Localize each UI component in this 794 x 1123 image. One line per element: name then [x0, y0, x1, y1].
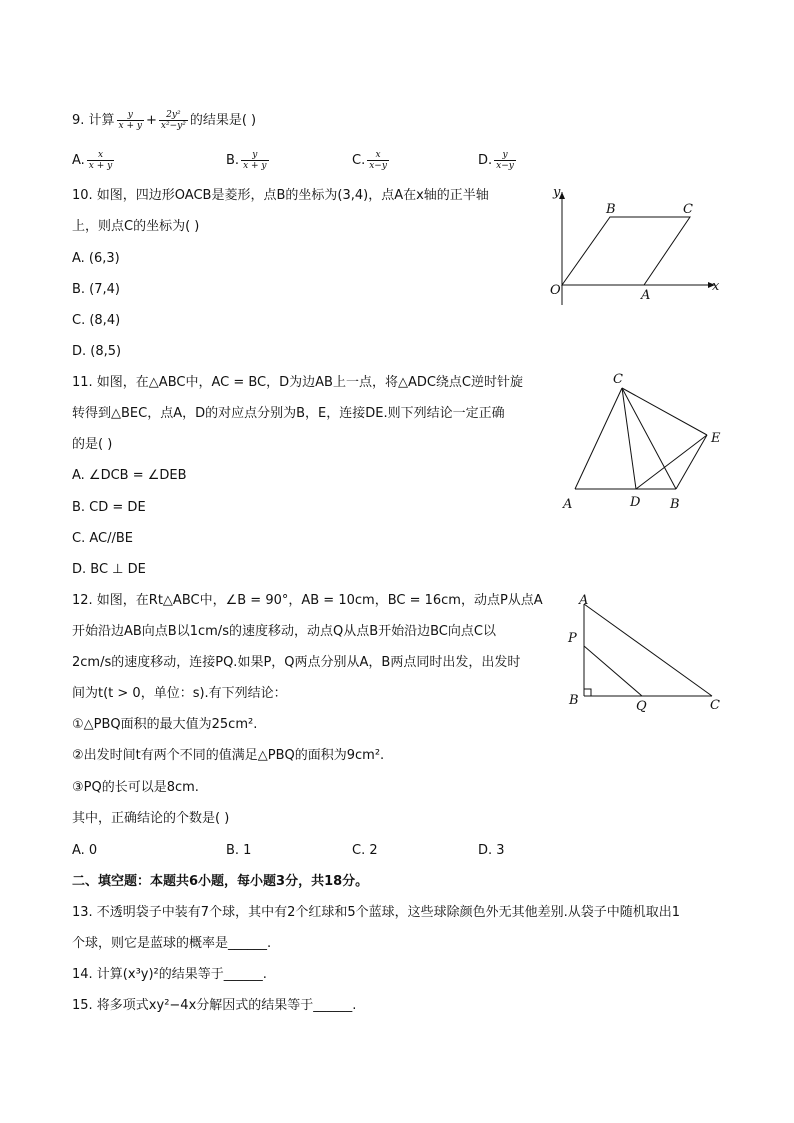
q9-frac1: $\frac{y}{x + y}$	[118, 110, 142, 131]
q13-line2: 个球，则它是蓝球的概率是______.	[72, 936, 272, 951]
q12-line1: 12. 如图，在Rt△ABC中，∠B = 90°，AB = 10cm，BC = 16cm，动点P从点A	[72, 593, 543, 608]
label-b: B	[670, 497, 680, 512]
q12-conclusion-2: ②出发时间t有两个不同的值满足△PBQ的面积为9cm².	[72, 748, 385, 763]
label-p: P	[568, 631, 577, 646]
section-2-heading: 二、填空题：本题共6小题，每小题3分，共18分。	[72, 874, 369, 889]
q9-prefix: 9. 计算	[72, 113, 115, 128]
label-a: A	[641, 288, 651, 303]
q9-option-c[interactable]: C. $\frac{x}{x-y}$	[352, 150, 387, 171]
q10-line1: 10. 如图，四边形OACB是菱形，点B的坐标为(3,4)，点A在x轴的正半轴	[72, 188, 489, 203]
label-x: x	[712, 279, 720, 294]
label-a: A	[579, 593, 589, 608]
q9-stem: 9. 计算 $\frac{y}{x + y}$ + $\frac{\text{2y²}}{\text{x²−y²}}$ 的结果是( )	[72, 110, 257, 131]
q11-option-c[interactable]: C. AC//BE	[72, 531, 133, 546]
q12-line4: 间为t(t > 0，单位：s).有下列结论：	[72, 686, 287, 701]
label-a: A	[563, 497, 573, 512]
q11-option-d[interactable]: D. BC ⊥ DE	[72, 562, 146, 577]
q11-option-b[interactable]: B. CD = DE	[72, 500, 146, 515]
q14: 14. 计算(x³y)²的结果等于______.	[72, 967, 267, 982]
q11-line1: 11. 如图，在△ABC中，AC = BC，D为边AB上一点，将△ADC绕点C逆时针旋	[72, 375, 524, 390]
rhombus-oacb	[562, 217, 690, 285]
label-e: E	[711, 431, 721, 446]
q9-option-b[interactable]: B. $\frac{y}{x + y}$	[226, 150, 267, 171]
q10-option-d[interactable]: D. (8,5)	[72, 344, 122, 359]
q12-line2: 开始沿边AB向点B以1cm/s的速度移动，动点Q从点B开始沿边BC向点C以	[72, 624, 496, 639]
segment-pq	[584, 646, 642, 696]
q12-line3: 2cm/s的速度移动，连接PQ.如果P，Q两点分别从A，B两点同时出发，出发时	[72, 655, 521, 670]
segment-ac	[584, 604, 712, 696]
q9-frac2: $\frac{\text{2y²}}{\text{x²−y²}}$	[160, 110, 186, 131]
right-angle-mark	[584, 689, 591, 696]
q12-conclusion-1: ①△PBQ面积的最大值为25cm².	[72, 717, 258, 732]
label-y: y	[553, 185, 561, 200]
q12-conclusion-3: ③PQ的长可以是8cm.	[72, 780, 199, 795]
q11-line3: 的是( )	[72, 437, 113, 452]
q12-option-c[interactable]: C. 2	[352, 843, 378, 858]
q10-figure	[540, 180, 730, 310]
q9-option-a[interactable]: A. $\frac{x}{x + y}$	[72, 150, 113, 171]
segment-ac	[575, 388, 622, 489]
q12-option-a[interactable]: A. 0	[72, 843, 98, 858]
label-d: D	[630, 495, 641, 510]
segment-cd	[622, 388, 636, 489]
q12-option-d[interactable]: D. 3	[478, 843, 505, 858]
q11-figure	[555, 368, 730, 516]
label-c: C	[710, 698, 720, 713]
q10-option-a[interactable]: A. (6,3)	[72, 251, 120, 266]
label-c: C	[613, 372, 623, 387]
q10-option-b[interactable]: B. (7,4)	[72, 282, 121, 297]
label-b: B	[606, 202, 616, 217]
q9-option-d[interactable]: D. $\frac{y}{x-y}$	[478, 150, 514, 171]
q15: 15. 将多项式xy²−4x分解因式的结果等于______.	[72, 998, 357, 1013]
label-q: Q	[636, 699, 647, 714]
q13-line1: 13. 不透明袋子中装有7个球，其中有2个红球和5个蓝球，这些球除颜色外无其他差别.从袋子中随机取出1	[72, 905, 681, 920]
label-b: B	[569, 693, 579, 708]
q11-line2: 转得到△BEC，点A，D的对应点分别为B，E，连接DE.则下列结论一定正确	[72, 406, 505, 421]
q12-option-b[interactable]: B. 1	[226, 843, 252, 858]
segment-be	[676, 435, 707, 489]
q12-ask: 其中，正确结论的个数是( )	[72, 811, 230, 826]
q10-option-c[interactable]: C. (8,4)	[72, 313, 121, 328]
q10-line2: 上，则点C的坐标为( )	[72, 219, 200, 234]
label-c: C	[683, 202, 693, 217]
label-o: O	[550, 283, 561, 298]
q11-option-a[interactable]: A. ∠DCB = ∠DEB	[72, 468, 187, 483]
q12-figure	[560, 590, 730, 715]
